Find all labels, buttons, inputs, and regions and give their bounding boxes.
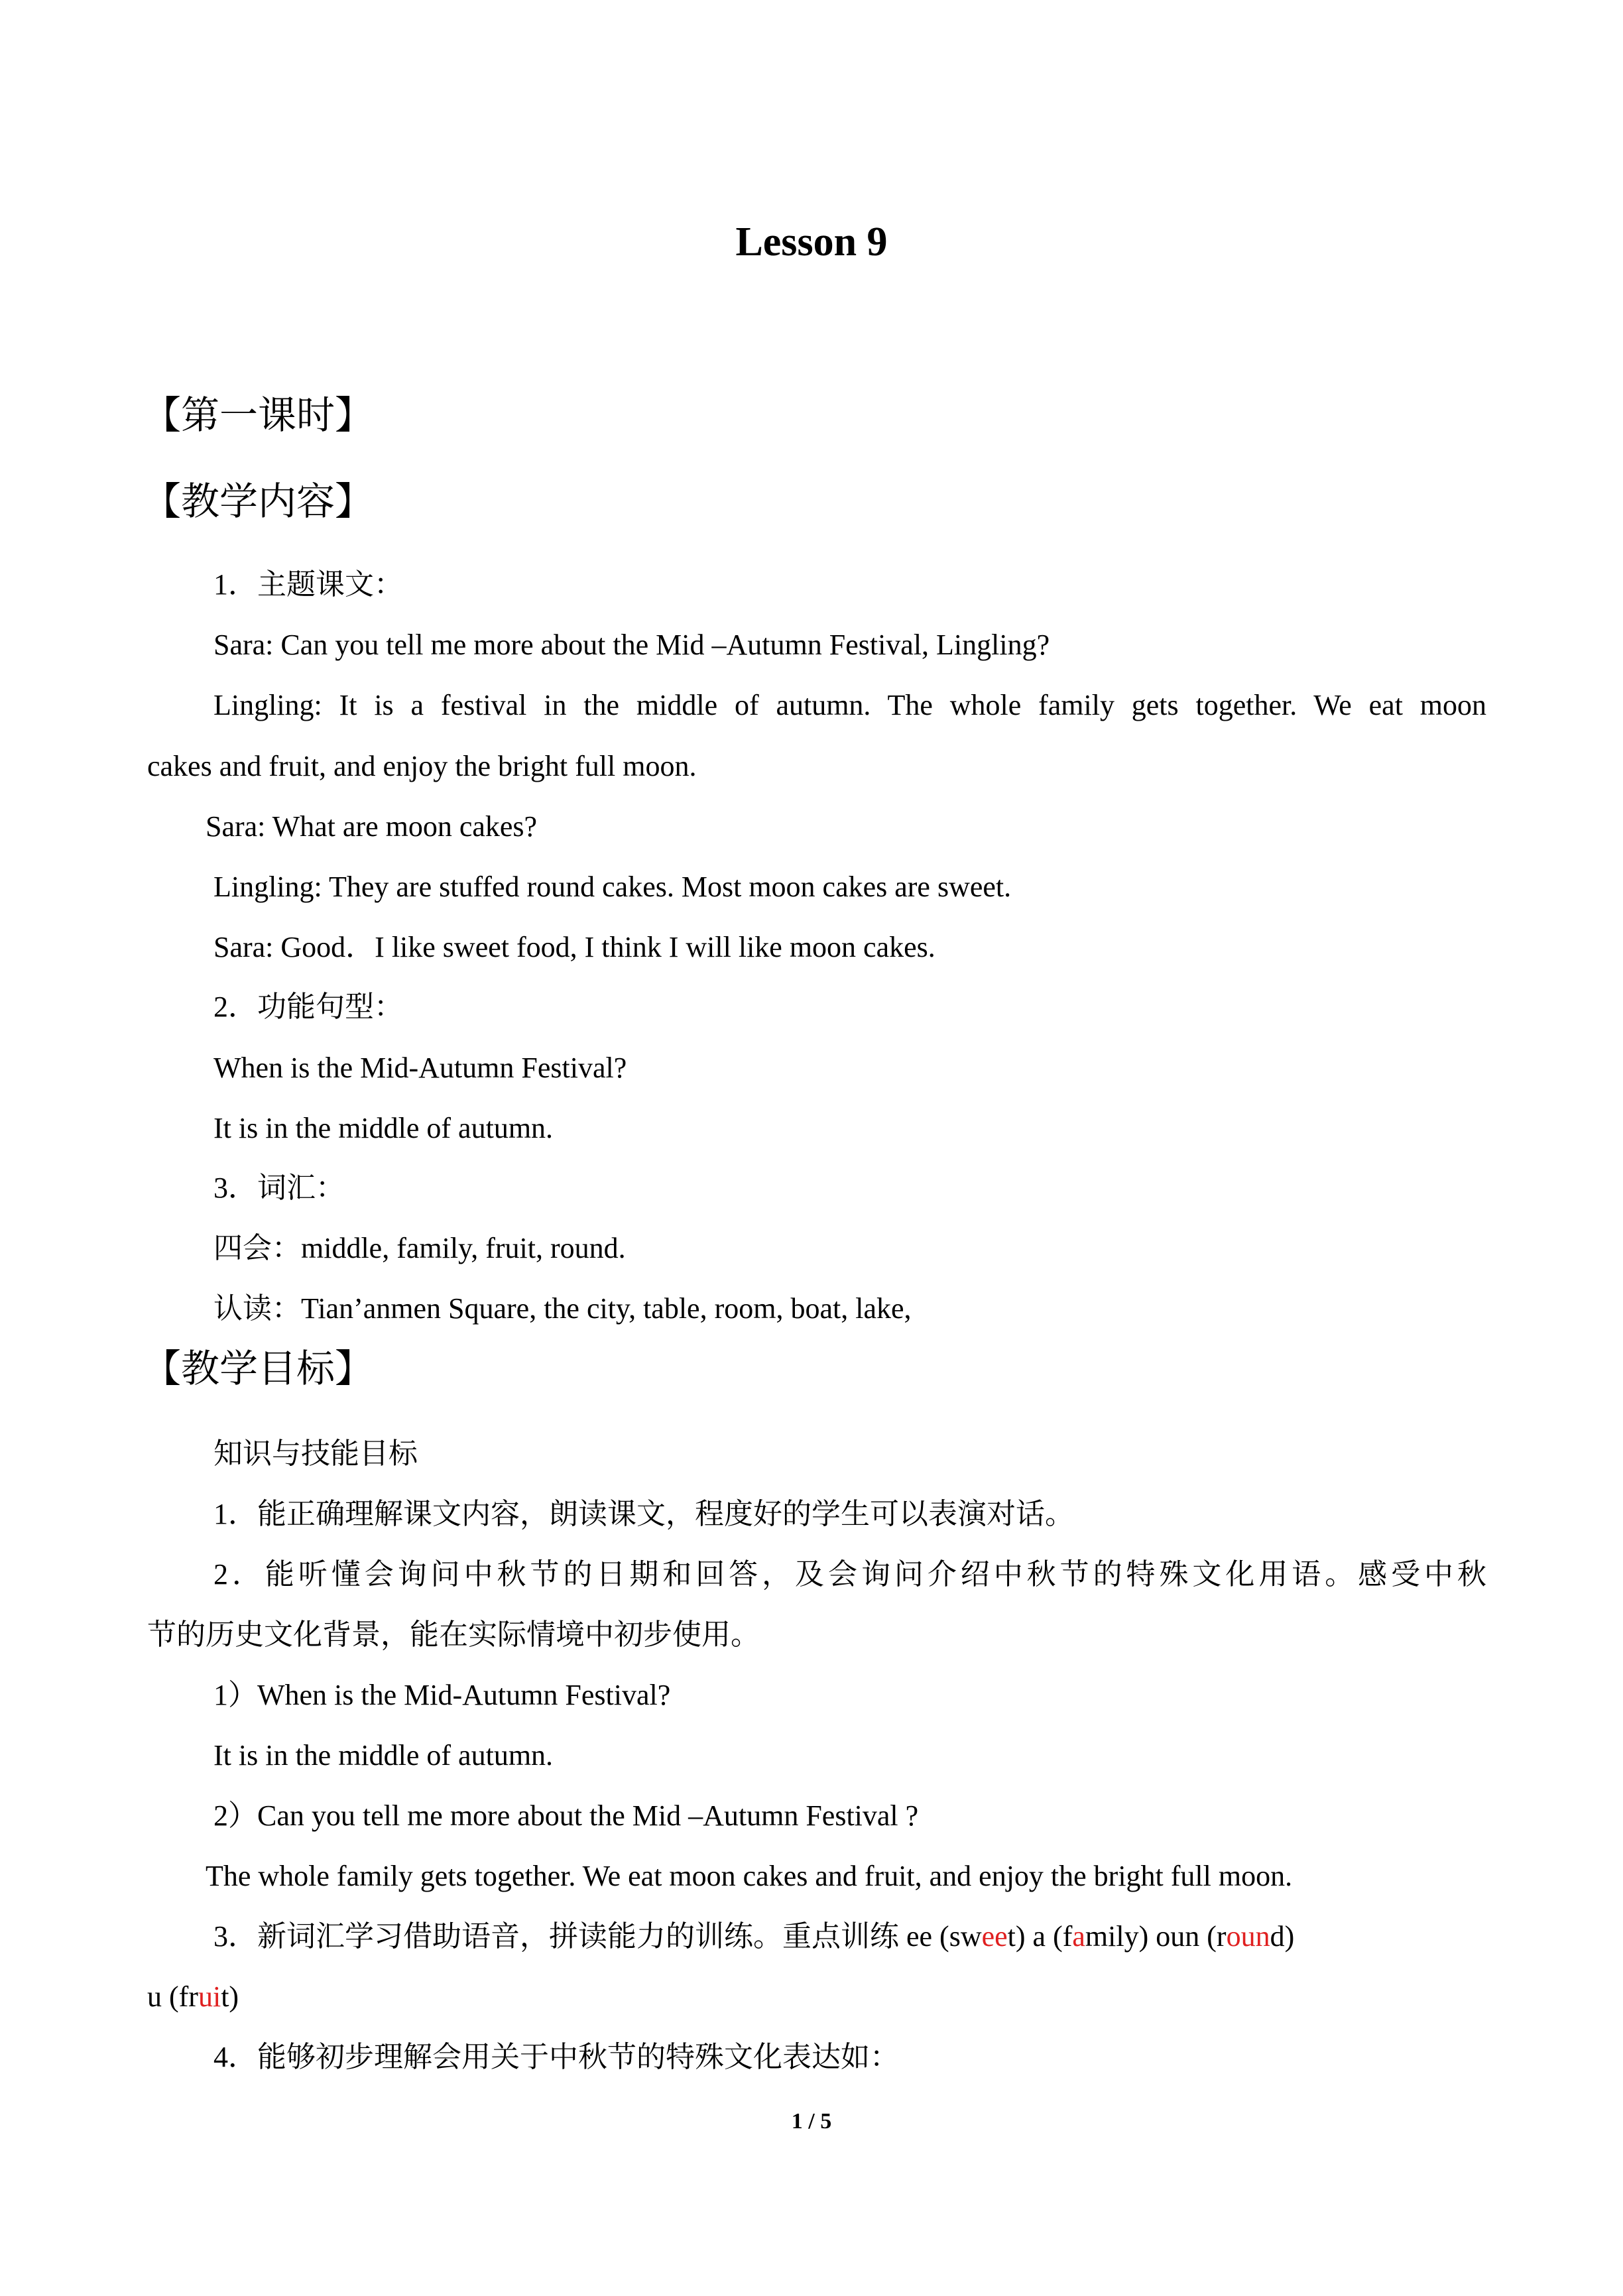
item-heading: 2．功能句型： <box>213 991 403 1023</box>
dialogue-line: Lingling: They are stuffed round cakes. Most moon cakes are sweet. <box>213 871 1012 903</box>
vocabulary-line: 认读：Tian’anmen Square, the city, table, room, boat, lake, <box>213 1292 912 1325</box>
section-heading-goals: 【教学目标】 <box>143 1347 374 1390</box>
subheading: 知识与技能目标 <box>213 1437 418 1470</box>
goal-item: 2．能听懂会询问中秋节的日期和回答，及会询问介绍中秋节的特殊文化用语。感受中秋 <box>213 1558 1486 1591</box>
dialogue-line: Sara: Good．I like sweet food, I think I will like moon cakes. <box>213 931 935 963</box>
page-title: Lesson 9 <box>735 219 888 265</box>
dialogue-line: Sara: Can you tell me more about the Mid –Autumn Festival, Lingling? <box>213 629 1050 661</box>
dialogue-line: cakes and fruit, and enjoy the bright full moon. <box>147 750 697 782</box>
goal-item: 4．能够初步理解会用关于中秋节的特殊文化表达如： <box>213 2041 899 2073</box>
phonics-highlight: ui <box>198 1980 221 2013</box>
phonics-highlight: oun <box>1226 1920 1270 1953</box>
phonics-text: t) <box>221 1980 239 2013</box>
goal-item: 1．能正确理解课文内容，朗读课文，程度好的学生可以表演对话。 <box>213 1498 1074 1530</box>
phonics-text: t) a (f <box>1007 1920 1073 1953</box>
section-heading-period: 【第一课时】 <box>143 394 374 437</box>
section-heading-content: 【教学内容】 <box>143 480 374 523</box>
sentence-pattern: When is the Mid-Autumn Festival? <box>213 1052 627 1084</box>
goal-subitem: 2）Can you tell me more about the Mid –Autumn Festival ? <box>213 1799 919 1832</box>
phonics-text: mily) oun (r <box>1085 1920 1227 1953</box>
phonics-text: d) <box>1270 1920 1295 1953</box>
page-number: 1 / 5 <box>791 2109 832 2134</box>
item-heading: 1．主题课文： <box>213 568 403 601</box>
dialogue-line: Sara: What are moon cakes? <box>206 810 538 843</box>
phonics-text: u (fr <box>147 1980 198 2013</box>
goal-subitem: It is in the middle of autumn. <box>213 1739 554 1772</box>
item-heading: 3．词汇： <box>213 1172 345 1204</box>
phonics-highlight: a <box>1072 1920 1085 1953</box>
phonics-text: 3．新词汇学习借助语音，拼读能力的训练。重点训练 ee (sw <box>213 1920 982 1953</box>
dialogue-line: Lingling: It is a festival in the middle of autumn. The whole family gets together. We eat moon <box>213 689 1486 721</box>
goal-item-phonics-cont <box>147 1978 239 2016</box>
goal-item-phonics <box>213 1918 1294 1955</box>
goal-subitem: The whole family gets together. We eat moon cakes and fruit, and enjoy the bright full moon. <box>206 1860 1293 1892</box>
phonics-highlight: ee <box>981 1920 1008 1953</box>
goal-subitem: 1）When is the Mid-Autumn Festival? <box>213 1679 671 1711</box>
goal-item: 节的历史文化背景，能在实际情境中初步使用。 <box>147 1618 760 1651</box>
vocabulary-line: 四会：middle, family, fruit, round. <box>213 1232 626 1264</box>
sentence-pattern: It is in the middle of autumn. <box>213 1112 554 1144</box>
